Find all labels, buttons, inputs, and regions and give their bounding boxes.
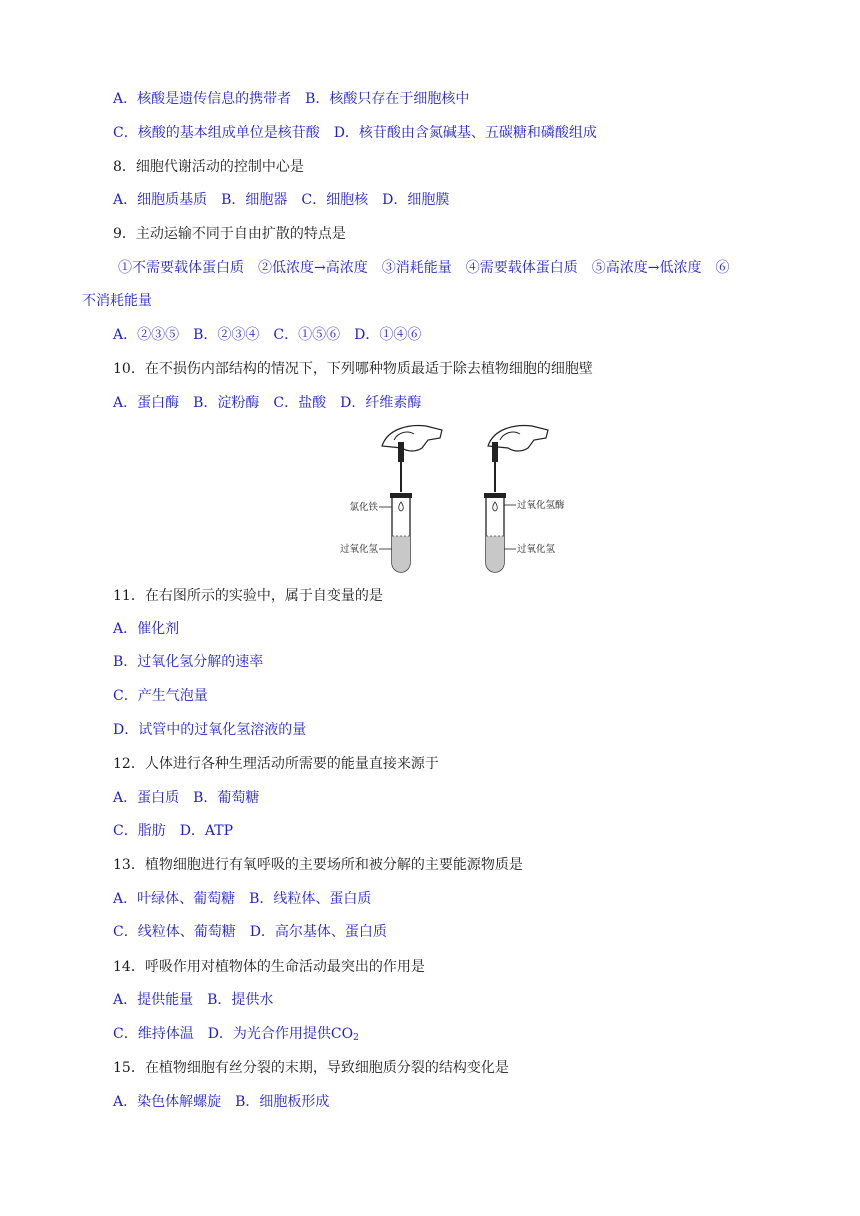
- q11-option-a: A．催化剂: [113, 621, 180, 637]
- q7-options-cd: C．核酸的基本组成单位是核苷酸 D．核苷酸由含氮碱基、五碳糖和磷酸组成: [113, 125, 597, 141]
- right-tube-stopper-icon: [484, 493, 506, 498]
- left-hand-icon: [382, 426, 442, 451]
- right-label-hydrogen-peroxide: 过氧化氢: [517, 544, 556, 555]
- question-14: 14．呼吸作用对植物体的生命活动最突出的作用是: [113, 959, 425, 975]
- q8-options: A．细胞质基质 B．细胞器 C．细胞核 D．细胞膜: [113, 192, 450, 208]
- left-dropper-bulb-icon: [398, 442, 404, 462]
- q7-options-ab: A．核酸是遗传信息的携带者 B．核酸只存在于细胞核中: [113, 91, 470, 107]
- right-drop-icon: [493, 502, 498, 511]
- right-label-catalase: 过氧化氢酶: [517, 500, 565, 511]
- q9-options: A．②③⑤ B．②③④ C．①⑤⑥ D．①④⑥: [113, 327, 422, 343]
- co2-subscript: 2: [353, 1033, 359, 1043]
- q12-options-cd: C．脂肪 D．ATP: [113, 823, 234, 839]
- test-tube-diagram: [330, 418, 570, 583]
- experiment-figure: [330, 418, 570, 583]
- question-9: 9．主动运输不同于自由扩散的特点是: [113, 226, 346, 242]
- q11-option-c: C．产生气泡量: [113, 688, 208, 704]
- q12-options-ab: A．蛋白质 B．葡萄糖: [113, 790, 260, 806]
- q13-options-cd: C．线粒体、葡萄糖 D．高尔基体、蛋白质: [113, 924, 387, 940]
- right-dropper-bulb-icon: [492, 442, 498, 462]
- question-13: 13．植物细胞进行有氧呼吸的主要场所和被分解的主要能源物质是: [113, 857, 523, 873]
- left-setup: [340, 426, 442, 572]
- question-11: 11．在右图所示的实验中，属于自变量的是: [113, 588, 383, 604]
- q9-statements: ①不需要载体蛋白质 ②低浓度→高浓度 ③消耗能量 ④需要载体蛋白质 ⑤高浓度→低浓度 ⑥: [118, 260, 730, 276]
- right-setup: [484, 426, 565, 572]
- question-10: 10．在不损伤内部结构的情况下，下列哪种物质最适于除去植物细胞的细胞壁: [113, 361, 593, 377]
- q11-option-b: B．过氧化氢分解的速率: [113, 654, 264, 670]
- left-drop-icon: [399, 502, 404, 511]
- left-solution-fill: [392, 536, 410, 572]
- left-label-hydrogen-peroxide: 过氧化氢: [339, 544, 378, 555]
- question-12: 12．人体进行各种生理活动所需要的能量直接来源于: [113, 756, 439, 772]
- q14-options-cd: [113, 1024, 359, 1048]
- q10-options: A．蛋白酶 B．淀粉酶 C．盐酸 D．纤维素酶: [113, 395, 422, 411]
- q13-options-ab: A．叶绿体、葡萄糖 B．线粒体、蛋白质: [113, 891, 372, 907]
- q11-option-d: D．试管中的过氧化氢溶液的量: [113, 722, 307, 738]
- question-15: 15．在植物细胞有丝分裂的末期，导致细胞质分裂的结构变化是: [113, 1060, 509, 1076]
- q9-statements-cont: 不消耗能量: [82, 293, 152, 309]
- q14-options-ab: A．提供能量 B．提供水: [113, 992, 274, 1008]
- right-solution-fill: [486, 536, 504, 572]
- left-label-ferric-chloride: 氯化铁: [349, 502, 378, 513]
- question-8: 8．细胞代谢活动的控制中心是: [113, 159, 304, 175]
- q15-options-ab: A．染色体解螺旋 B．细胞板形成: [113, 1094, 330, 1110]
- left-tube-stopper-icon: [390, 493, 412, 498]
- q14-options-cd-text: C．维持体温 D．为光合作用提供CO: [113, 1026, 354, 1042]
